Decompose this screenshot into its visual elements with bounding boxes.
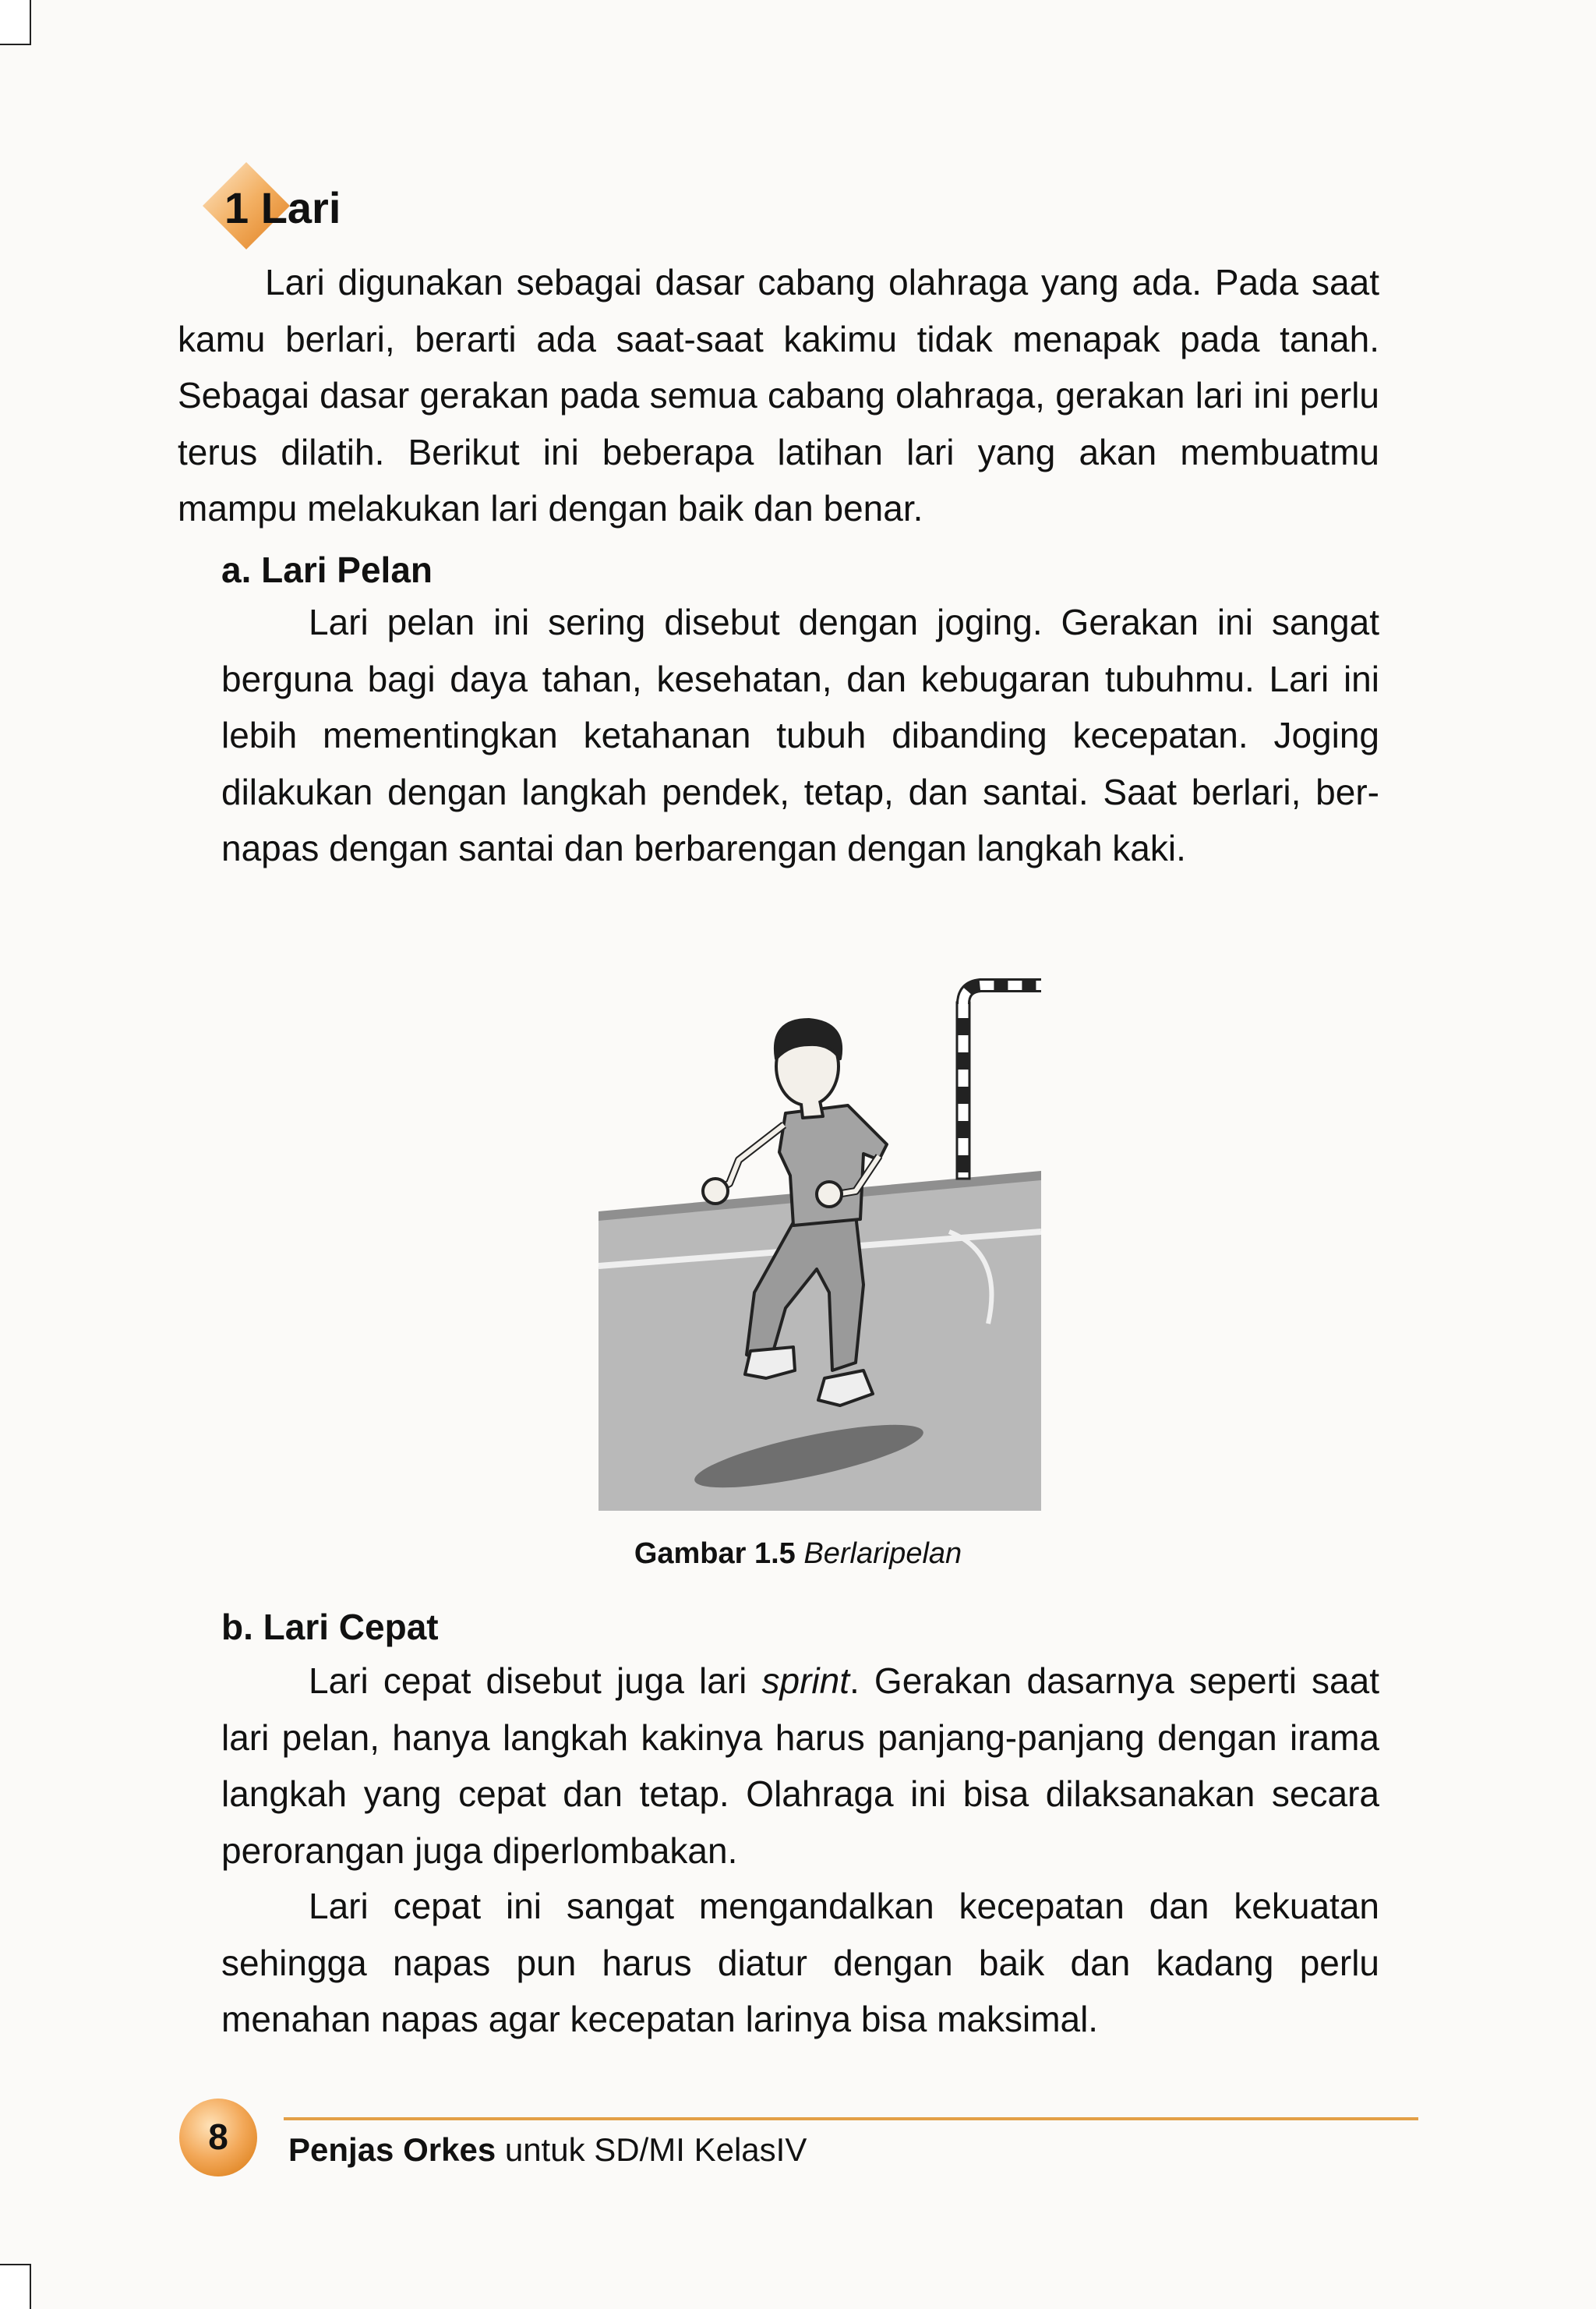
section-heading	[201, 161, 513, 254]
jogging-boy-illustration	[598, 957, 1041, 1511]
subheading-lari-pelan: a. Lari Pelan	[221, 550, 433, 590]
intro-paragraph: Lari digunakan sebagai dasar cabang olahraga yang ada. Pada saat kamu berlari, berarti ada saat-saat kakimu tidak menapak pada tanah. Sebagai dasar gerakan pada semua cabang olahraga, gerakan lari ini perlu terus dilatih. Berikut ini beberapa latihan lari yang akan membuatmu mampu melakukan lari dengan baik dan benar.	[178, 262, 1379, 529]
caption-number: Gambar 1.5	[634, 1537, 796, 1570]
figure-caption	[0, 1537, 1596, 1571]
lari-cepat-paragraph-2: Lari cepat ini sangat mengandalkan kecepatan dan kekuatan sehingga napas pun harus diatur dengan baik dan kadang perlu menahan napas agar kecepatan larinya bisa maksimal.	[221, 1886, 1379, 2039]
footer-title-rest: untuk SD/MI KelasIV	[496, 2131, 807, 2168]
page-number: 8	[208, 2116, 228, 2157]
crop-mark-bottom	[0, 2264, 31, 2309]
section-title: 1 Lari	[224, 183, 341, 232]
caption-text: Berlaripelan	[803, 1537, 962, 1570]
lari-pelan-paragraph: Lari pelan ini sering disebut dengan joging. Gerakan ini sangat berguna bagi daya tahan, kesehatan, dan kebugaran tubuhmu. Lari ini lebih mementingkan ketahanan tubuh dibanding kecepatan. Joging dilakukan dengan langkah pendek, tetap, dan santai. Saat berlari, bernapas dengan santai dan berbarengan dengan langkah kaki.	[221, 602, 1379, 868]
subheading-lari-cepat: b. Lari Cepat	[221, 1607, 439, 1647]
footer-rule	[284, 2117, 1418, 2120]
lari-cepat-paragraph-1	[221, 1653, 1379, 1879]
crop-mark-top	[0, 0, 31, 45]
lari-cepat-p1-end: . Gerakan dasarnya seperti saat lari pelan, hanya langkah kakinya harus panjang-panjang dengan irama langkah yang cepat dan tetap. Olahraga ini bisa dilaksanakan secara perorangan juga diperlombakan.	[221, 1660, 1379, 1871]
footer-book-title	[288, 2131, 807, 2169]
footer-title-bold: Penjas Orkes	[288, 2131, 496, 2168]
lari-cepat-p1-start: Lari cepat disebut juga lari	[309, 1660, 762, 1701]
sprint-term: sprint	[761, 1660, 850, 1701]
